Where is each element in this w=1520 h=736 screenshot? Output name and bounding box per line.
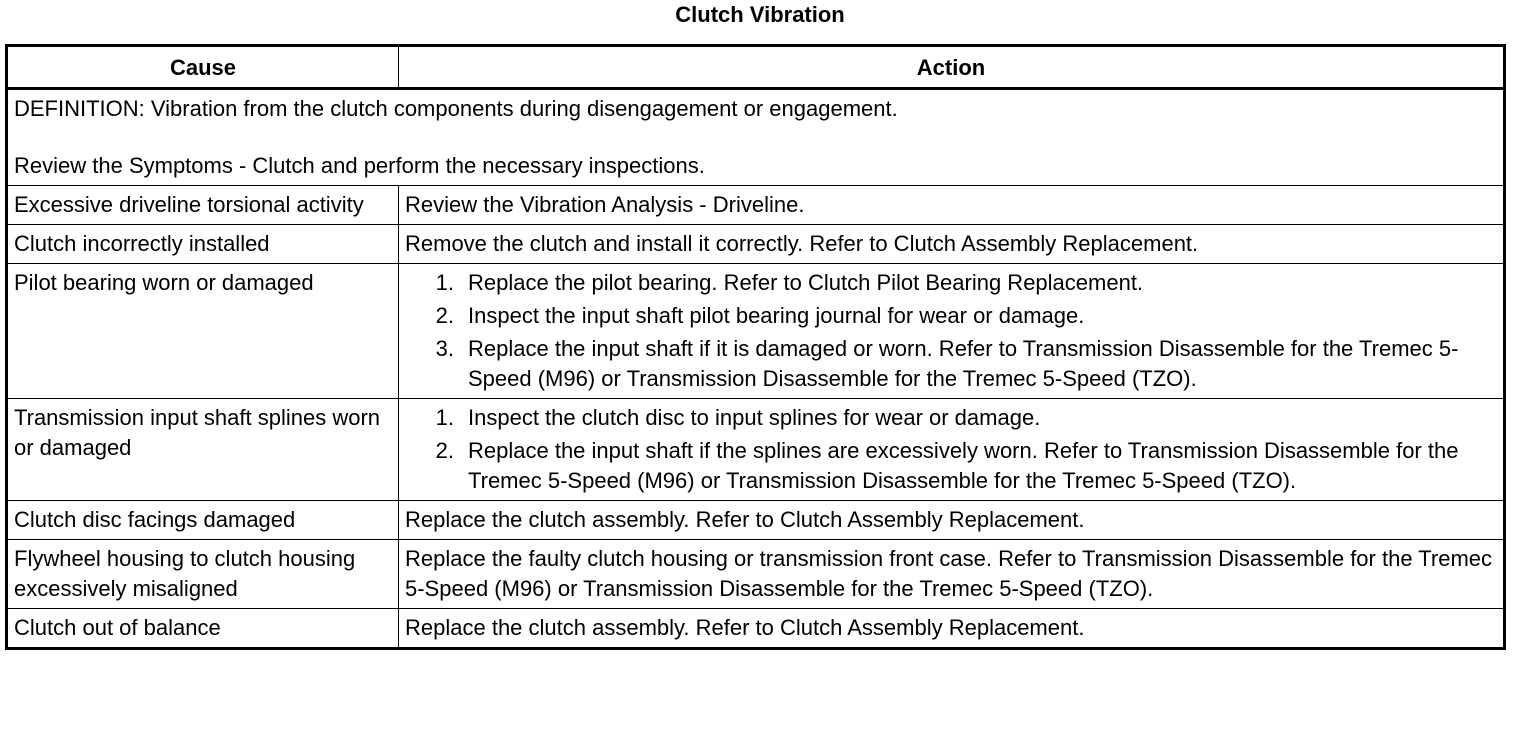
step-number: 2. (435, 303, 454, 328)
definition-text: DEFINITION: Vibration from the clutch components during disengagement or engagement. (14, 96, 898, 121)
cause-cell: Clutch incorrectly installed (7, 225, 399, 264)
step-number: 1. (435, 270, 454, 295)
action-cell: Replace the clutch assembly. Refer to Clutch Assembly Replacement. (399, 609, 1505, 649)
step-text: Inspect the input shaft pilot bearing journal for wear or damage. (468, 303, 1085, 328)
cause-cell: Excessive driveline torsional activity (7, 186, 399, 225)
cause-cell: Transmission input shaft splines worn or damaged (7, 399, 399, 501)
action-step (405, 436, 1498, 496)
header-row (7, 46, 1505, 89)
action-cell (399, 264, 1505, 399)
table-row (7, 399, 1505, 501)
page-title: Clutch Vibration (675, 2, 845, 27)
step-text: Inspect the clutch disc to input splines for wear or damage. (468, 405, 1041, 430)
cause-header: Cause (7, 46, 399, 89)
step-number: 1. (435, 405, 454, 430)
action-steps (405, 268, 1498, 394)
diagnostic-table (5, 44, 1506, 650)
action-cell: Remove the clutch and install it correctly. Refer to Clutch Assembly Replacement. (399, 225, 1505, 264)
step-number: 2. (435, 438, 454, 463)
definition-note: Review the Symptoms - Clutch and perform the necessary inspections. (14, 153, 705, 178)
action-step (405, 268, 1498, 298)
table-row (7, 540, 1505, 609)
table-row (7, 225, 1505, 264)
table-row (7, 501, 1505, 540)
cause-cell: Clutch out of balance (7, 609, 399, 649)
definition-cell (7, 89, 1505, 186)
step-text: Replace the pilot bearing. Refer to Clutch Pilot Bearing Replacement. (468, 270, 1144, 295)
action-step (405, 301, 1498, 331)
cause-cell: Clutch disc facings damaged (7, 501, 399, 540)
action-cell (399, 399, 1505, 501)
action-cell: Replace the clutch assembly. Refer to Clutch Assembly Replacement. (399, 501, 1505, 540)
action-steps (405, 403, 1498, 496)
cause-cell: Pilot bearing worn or damaged (7, 264, 399, 399)
table-row (7, 609, 1505, 649)
action-cell: Review the Vibration Analysis - Driveline. (399, 186, 1505, 225)
step-number: 3. (435, 336, 454, 361)
action-cell: Replace the faulty clutch housing or transmission front case. Refer to Transmission Disassemble for the Tremec 5-Speed (M96) or Transmission Disassemble for the Tremec 5-Speed (TZO). (399, 540, 1505, 609)
table-row (7, 264, 1505, 399)
cause-cell: Flywheel housing to clutch housing excessively misaligned (7, 540, 399, 609)
step-text: Replace the input shaft if the splines are excessively worn. Refer to Transmission Disassemble for the Tremec 5-Speed (M96) or Transmission Disassemble for the Tremec 5-Speed (TZO). (468, 438, 1459, 493)
action-step (405, 403, 1498, 433)
definition-row (7, 89, 1505, 186)
action-header: Action (399, 46, 1505, 89)
step-text: Replace the input shaft if it is damaged or worn. Refer to Transmission Disassemble for the Tremec 5-Speed (M96) or Transmission Disassemble for the Tremec 5-Speed (TZO). (468, 336, 1459, 391)
table-row (7, 186, 1505, 225)
action-step (405, 334, 1498, 394)
